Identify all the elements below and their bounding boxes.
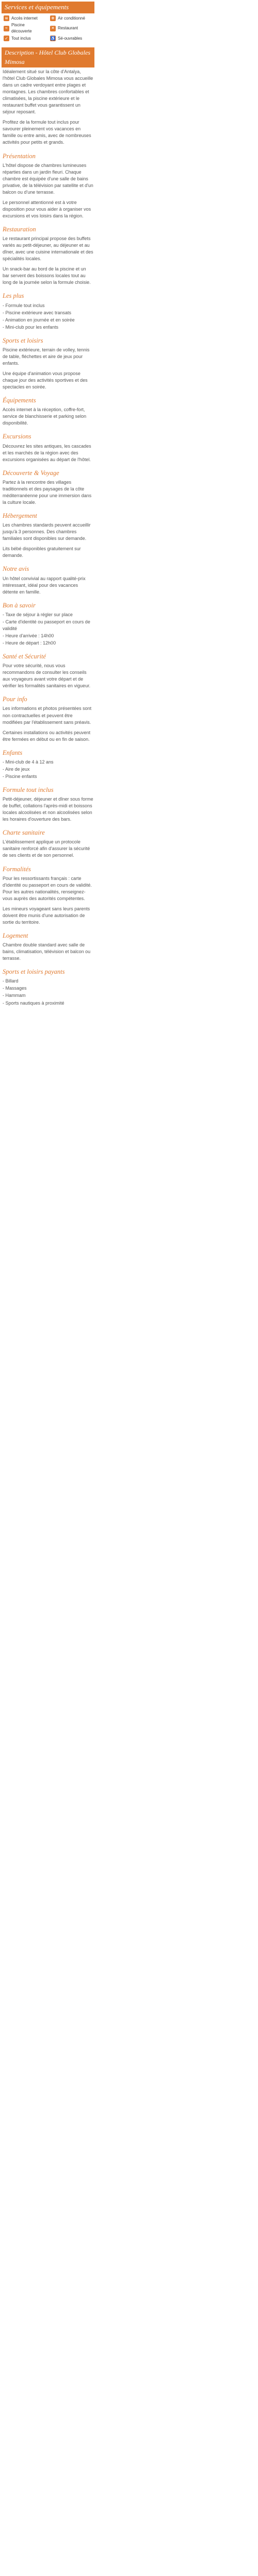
services-grid xyxy=(2,13,94,44)
section-title: Pour info xyxy=(3,696,27,703)
list-item: - Hammam xyxy=(3,992,93,999)
all-inclusive-icon: ✓ xyxy=(4,36,9,41)
section-paragraph: Les informations et photos présentées sont non contractuelles et peuvent être modifiées par l'établissement sans préavis. xyxy=(3,706,92,725)
service-item xyxy=(50,15,92,22)
section-paragraph: Un hôtel convivial au rapport qualité-prix intéressant, idéal pour des vacances détente en famille. xyxy=(3,575,86,595)
list-item: - Heure de départ : 12h00 xyxy=(3,640,93,647)
section-title: Charte sanitaire xyxy=(3,829,45,837)
section-title: Sports et loisirs xyxy=(3,336,43,344)
section-title: Formalités xyxy=(3,865,31,873)
service-item xyxy=(4,15,46,22)
section-title: Excursions xyxy=(3,433,31,440)
section-title: Les plus xyxy=(3,292,24,300)
section-title: Découverte & Voyage xyxy=(3,469,59,477)
services-header: Services et équipements xyxy=(2,2,94,13)
section-title: Enfants xyxy=(3,749,23,756)
list-item: - Heure d'arrivée : 14h00 xyxy=(3,633,93,639)
bullet-list xyxy=(3,612,93,647)
service-item xyxy=(4,22,46,34)
description-content xyxy=(2,67,94,1007)
section-paragraph: Un snack-bar au bord de la piscine et un bar servent des boissons locales tout au long de la journée selon la formule choisie. xyxy=(3,266,91,285)
list-item: - Formule tout inclus xyxy=(3,302,93,309)
section-paragraph: Le restaurant principal propose des buffets variés au petit-déjeuner, au déjeuner et au dîner, avec une cuisine internationale et des spécialités locales. xyxy=(3,236,93,262)
description-header: Description - Hôtel Club Globales Mimosa xyxy=(2,47,94,67)
section-paragraph: Découvrez les sites antiques, les cascades et les marchés de la région avec des excursions organisées au départ de l'hôtel. xyxy=(3,443,91,462)
service-label: Accès internet xyxy=(11,15,38,21)
section-paragraph: Lits bébé disponibles gratuitement sur demande. xyxy=(3,546,81,558)
section-paragraph: Les chambres standards peuvent accueillir jusqu'à 3 personnes. Des chambres familiales sont disponibles sur demande. xyxy=(3,522,91,541)
section-title: Santé et Sécurité xyxy=(3,653,46,660)
list-item: - Sports nautiques à proximité xyxy=(3,1000,93,1007)
section-title: Sports et loisirs payants xyxy=(3,968,65,976)
section-paragraph: Le personnel attentionné est à votre disposition pour vous aider à organiser vos excursions et vos loisirs dans la région. xyxy=(3,199,91,218)
section-paragraph: Pour votre sécurité, nous vous recommandons de consulter les conseils aux voyageurs avant votre départ et de vérifier les formalités sanitaires en vigueur. xyxy=(3,663,91,689)
section-title: Présentation xyxy=(3,152,36,160)
section-title: Restauration xyxy=(3,226,36,233)
service-label: Piscine découverte xyxy=(11,23,32,34)
section-paragraph: Certaines installations ou activités peuvent être fermées en début ou en fin de saison. xyxy=(3,730,91,742)
list-item: - Piscine extérieure avec transats xyxy=(3,310,93,316)
section-paragraph: Petit-déjeuner, déjeuner et dîner sous forme de buffet, collations l'après-midi et boissons locales alcoolisées et non alcoolisées selon les horaires d'ouverture des bars. xyxy=(3,796,93,822)
section-paragraph: Les mineurs voyageant sans leurs parents doivent être munis d'une autorisation de sortie du territoire. xyxy=(3,906,90,925)
bullet-list xyxy=(3,978,93,1006)
section-paragraph: Accès internet à la réception, coffre-fort, service de blanchisserie et parking selon disponibilité. xyxy=(3,407,87,426)
service-label: Air conditionné xyxy=(58,15,85,21)
section-title: Notre avis xyxy=(3,565,29,573)
list-item: - Mini-club de 4 à 12 ans xyxy=(3,759,93,766)
list-item: - Carte d'identité ou passeport en cours de validité xyxy=(3,619,93,632)
service-label: Tout inclus xyxy=(11,36,31,41)
wifi-icon: ≋ xyxy=(4,15,9,21)
page xyxy=(0,0,258,1010)
section-paragraph: Pour les ressortissants français : carte d'identité ou passeport en cours de validité. Pour les autres nationalités, renseignez-vous auprès des autorités compétentes. xyxy=(3,875,92,901)
list-item: - Piscine enfants xyxy=(3,773,93,780)
section-title: Hébergement xyxy=(3,512,37,520)
list-item: - Animation en journée et en soirée xyxy=(3,317,93,324)
section-paragraph: Une équipe d'animation vous propose chaque jour des activités sportives et des spectacles en soirée. xyxy=(3,371,88,390)
section-paragraph: Profitez de la formule tout inclus pour savourer pleinement vos vacances en famille ou entre amis, avec de nombreuses activités pour petits et grands. xyxy=(3,120,91,145)
accessibility-icon: ♿ xyxy=(50,36,56,41)
section-paragraph: Piscine extérieure, terrain de volley, tennis de table, fléchettes et aire de jeux pour enfants. xyxy=(3,347,90,366)
restaurant-icon: ✕ xyxy=(50,26,56,31)
list-item: - Aire de jeux xyxy=(3,766,93,773)
service-item xyxy=(50,36,92,42)
section-title: Logement xyxy=(3,931,28,939)
list-item: - Mini-club pour les enfants xyxy=(3,324,93,331)
section-title: Formule tout inclus xyxy=(3,786,54,793)
section-paragraph: Chambre double standard avec salle de bains, climatisation, télévision et balcon ou terrasse. xyxy=(3,942,91,961)
section-paragraph: Partez à la rencontre des villages traditionnels et des paysages de la côte méditerranéenne pour une immersion dans la culture locale. xyxy=(3,479,92,505)
snowflake-icon: ❄ xyxy=(50,15,56,21)
service-label: Sé-ouvrables xyxy=(58,36,83,41)
section-paragraph: L'hôtel dispose de chambres lumineuses réparties dans un jardin fleuri. Chaque chambre est équipée d'une salle de bains privative, de la télévision par satellite et d'un balcon ou d'une terrasse. xyxy=(3,162,93,195)
pool-icon: ≈ xyxy=(4,26,9,31)
section-paragraph: Idéalement situé sur la côte d'Antalya, l'hôtel Club Globales Mimosa vous accueille dans un cadre verdoyant entre plages et montagnes. Les chambres confortables et climatisées, la piscine extérieure et le restaurant buffet vous garantissent un séjour reposant. xyxy=(3,69,93,115)
list-item: - Massages xyxy=(3,985,93,992)
bullet-list xyxy=(3,302,93,331)
bullet-list xyxy=(3,759,93,780)
list-item: - Billard xyxy=(3,978,93,985)
section-title: Bon à savoir xyxy=(3,601,36,609)
list-item: - Taxe de séjour à régler sur place xyxy=(3,612,93,618)
service-item xyxy=(50,22,92,34)
service-label: Restaurant xyxy=(58,26,78,31)
section-title: Équipements xyxy=(3,397,36,404)
service-item xyxy=(4,36,46,42)
section-paragraph: L'établissement applique un protocole sanitaire renforcé afin d'assurer la sécurité de ses clients et de son personnel. xyxy=(3,839,90,858)
